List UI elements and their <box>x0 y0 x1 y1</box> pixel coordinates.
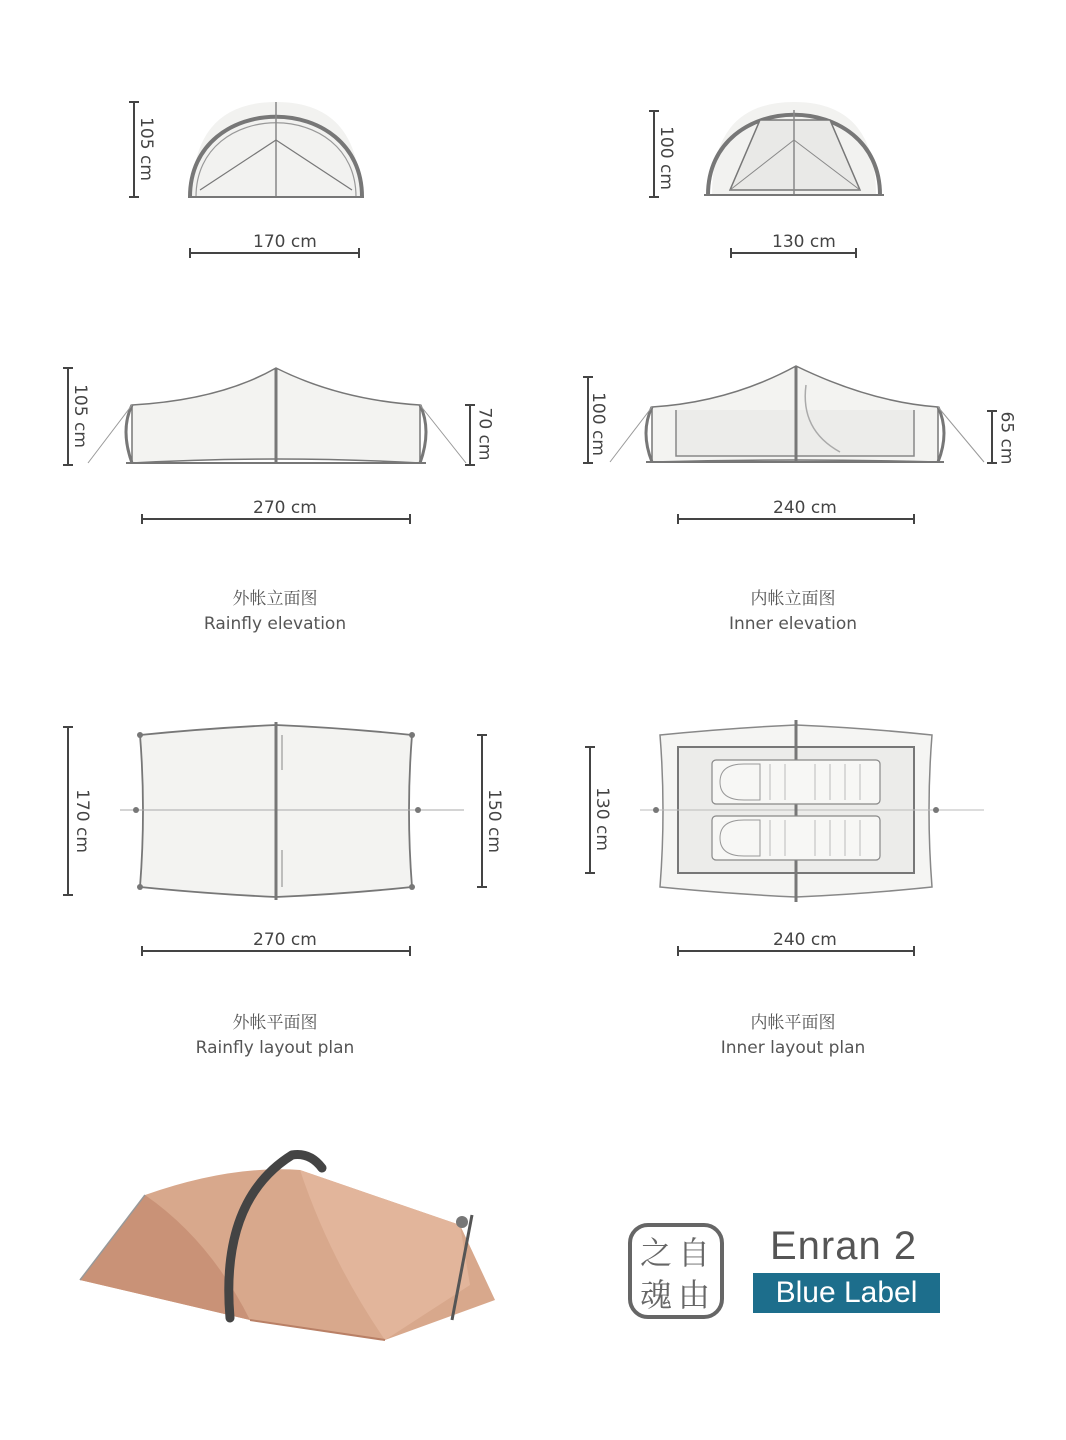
caption-rainfly-elevation <box>150 587 400 637</box>
caption-inner-elevation <box>668 587 918 637</box>
rainfly-side-end-height-label: 70 cm <box>474 407 495 461</box>
inner-front-width-label: 130 cm <box>772 232 836 252</box>
inner-plan-drawing <box>640 720 984 902</box>
caption-rainfly-elevation-en: Rainfly elevation <box>203 614 347 634</box>
caption-inner-elevation-zh: 内帐立面图 <box>750 589 836 609</box>
caption-rainfly-plan-en: Rainfly layout plan <box>195 1038 355 1058</box>
inner-plan-width-label: 240 cm <box>773 930 837 950</box>
rainfly-plan-width-label: 270 cm <box>253 930 317 950</box>
inner-front-height-label: 100 cm <box>655 126 676 190</box>
rainfly-front-drawing <box>188 102 364 197</box>
caption-inner-elevation-en: Inner elevation <box>728 614 858 634</box>
logo-char-3: 魂 <box>640 1276 673 1314</box>
inner-side-width-label: 240 cm <box>773 498 837 518</box>
caption-rainfly-plan-zh: 外帐平面图 <box>232 1013 318 1033</box>
rainfly-side-drawing <box>88 368 466 463</box>
rainfly-plan-end-height-label: 150 cm <box>483 789 504 853</box>
inner-side-height-label: 100 cm <box>587 392 608 456</box>
logo-char-2: 自 <box>678 1234 711 1272</box>
rainfly-front-height-label: 105 cm <box>135 117 156 181</box>
inner-front-drawing <box>704 102 884 195</box>
rainfly-side-width-label: 270 cm <box>253 498 317 518</box>
rainfly-front-width-label: 170 cm <box>253 232 317 252</box>
caption-inner-plan <box>668 1011 918 1061</box>
rainfly-side-height-label: 105 cm <box>69 384 90 448</box>
caption-inner-plan-zh: 内帐平面图 <box>750 1013 836 1033</box>
logo-char-1: 之 <box>640 1234 673 1272</box>
inner-plan-height-label: 130 cm <box>591 787 612 851</box>
tent-illustration <box>80 1155 495 1340</box>
blue-label-badge: Blue Label <box>753 1273 940 1313</box>
caption-rainfly-elevation-zh: 外帐立面图 <box>232 589 318 609</box>
caption-rainfly-plan <box>150 1011 400 1061</box>
caption-inner-plan-en: Inner layout plan <box>720 1038 866 1058</box>
inner-side-end-height-label: 65 cm <box>996 411 1017 465</box>
inner-side-drawing <box>610 366 984 462</box>
rainfly-plan-drawing <box>120 722 464 900</box>
logo-char-4: 由 <box>678 1276 711 1314</box>
rainfly-plan-height-label: 170 cm <box>71 789 92 853</box>
product-name: Enran 2 <box>770 1224 918 1268</box>
